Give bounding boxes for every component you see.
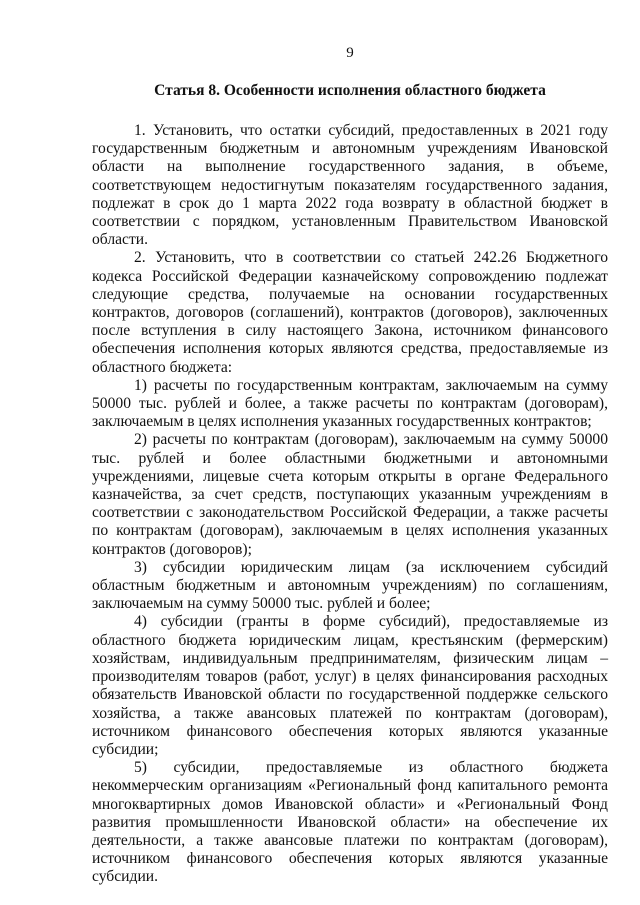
list-item-1: 1) расчеты по государственным контрактам, заключаемым на сумму 50000 тыс. рублей и более, а также расчеты по контрактам (договорам), заключаемым в целях исполнения указанных государственных контрактов;	[92, 376, 608, 431]
list-item-5: 5) субсидии, предоставляемые из областного бюджета некоммерческим организациям «Региональный фонд капитального ремонта многоквартирных домов Ивановской области» и «Региональный Фонд развития промышленности Ивановской области» на обеспечение их деятельности, а также авансовые платежи по контрактам (договорам), источником финансового обеспечения которых являются указанные субсидии.	[92, 759, 608, 886]
paragraph-2: 2. Установить, что в соответствии со статьей 242.26 Бюджетного кодекса Российской Федерации казначейскому сопровождению подлежат следующие средства, получаемые на основании государственных контрактов, договоров (соглашений), контрактов (договоров), заключенных после вступления в силу настоящего Закона, источником финансового обеспечения исполнения которых являются средства, предоставляемые из областного бюджета:	[92, 249, 608, 376]
list-item-4: 4) субсидии (гранты в форме субсидий), предоставляемые из областного бюджета юридическим лицам, крестьянским (фермерским) хозяйствам, индивидуальным предпринимателям, физическим лицам – производителям товаров (работ, услуг) в целях финансирования расходных обязательств Ивановской области по государственной поддержке сельского хозяйства, а также авансовых платежей по контрактам (договорам), источником финансового обеспечения которых являются указанные субсидии;	[92, 613, 608, 758]
list-item-3: 3) субсидии юридическим лицам (за исключением субсидий областным бюджетным и автономным учреждениям) по соглашениям, заключаемым на сумму 50000 тыс. рублей и более;	[92, 558, 608, 613]
page-number: 9	[346, 45, 354, 61]
list-item-2: 2) расчеты по контрактам (договорам), заключаемым на сумму 50000 тыс. рублей и более областными бюджетными и автономными учреждениями, лицевые счета которым открыты в органе Федерального казначейства, за счет средств, поступающих указанным учреждениям в соответствии с законодательством Российской Федерации, а также расчеты по контрактам (договорам), заключаемым в целях исполнения указанных контрактов (договоров);	[92, 431, 608, 558]
article-title: Статья 8. Особенности исполнения областного бюджета	[154, 82, 546, 99]
paragraph-1: 1. Установить, что остатки субсидий, предоставленных в 2021 году государственным бюджетным и автономным учреждениям Ивановской области на выполнение государственного задания, в объеме, соответствующем недостигнутым показателям государственного задания, подлежат в срок до 1 марта 2022 года возврату в областной бюджет в соответствии с порядком, установленным Правительством Ивановской области.	[92, 122, 608, 249]
